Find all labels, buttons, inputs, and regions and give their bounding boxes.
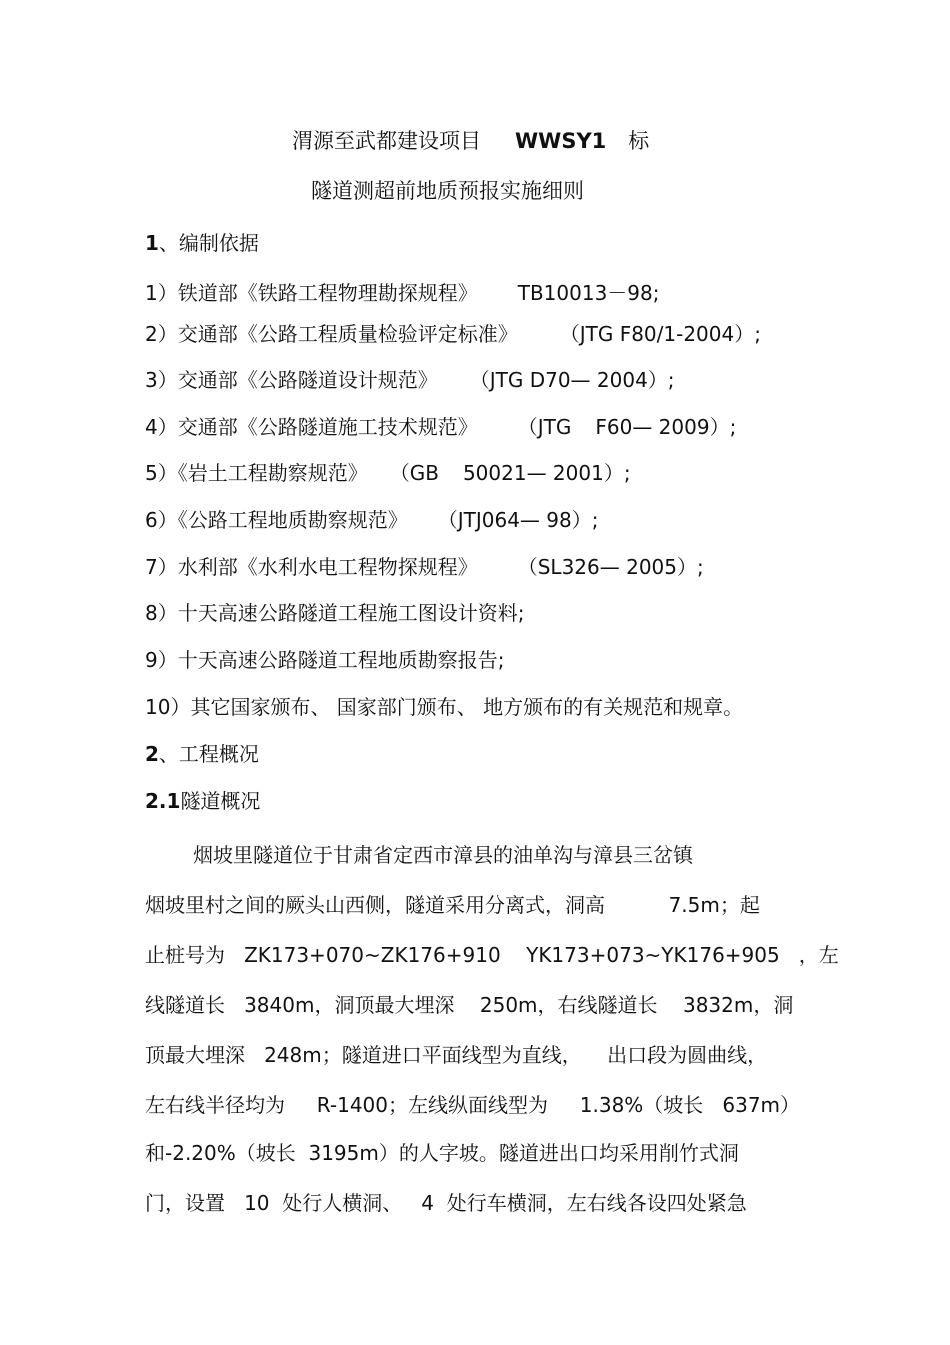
- section-2-heading: [145, 742, 259, 766]
- reference-name: 7）水利部《水利水电工程物探规程》: [145, 555, 478, 579]
- paragraph-line: 顶最大埋深 248m；隧道进口平面线型为直线， 出口段为圆曲线，: [145, 1043, 768, 1067]
- paragraph-line: 止桩号为 ZK173+070~ZK176+910 YK173+073~YK176+905 ，左: [145, 943, 839, 967]
- reference-item: [145, 368, 675, 392]
- paragraph-line: 左右线半径均为 R-1400；左线纵面线型为 1.38%（坡长 637m）: [145, 1093, 801, 1117]
- reference-name: 4）交通部《公路隧道施工技术规范》: [145, 415, 478, 439]
- reference-name: 3）交通部《公路隧道设计规范》: [145, 368, 438, 392]
- paragraph-line: 线隧道长 3840m，洞顶最大埋深 250m，右线隧道长 3832m，洞: [145, 993, 794, 1017]
- section-2-1-title: 隧道概况: [180, 789, 261, 813]
- paragraph-line: 烟坡里隧道位于甘肃省定西市漳县的油单沟与漳县三岔镇: [193, 843, 693, 867]
- reference-item: [145, 322, 761, 346]
- section-2-1-number: 2.1: [145, 789, 181, 813]
- reference-code: （JTG: [517, 415, 572, 439]
- reference-code: TB10013－98;: [517, 281, 660, 305]
- reference-item: 8）十天高速公路隧道工程施工图设计资料;: [145, 601, 525, 625]
- section-2-1-heading: [145, 789, 260, 813]
- reference-code-year: 50021— 2001）;: [462, 461, 631, 485]
- reference-name: 1）铁道部《铁路工程物理勘探规程》: [145, 281, 478, 305]
- doc-title-code: WWSY1: [515, 129, 607, 153]
- paragraph-line: 门，设置 10 处行人横洞、 4 处行车横洞，左右线各设四处紧急: [145, 1191, 747, 1215]
- reference-item: [145, 415, 736, 439]
- section-1-number: 1: [145, 231, 159, 255]
- reference-name: 5）《岩土工程勘察规范》: [145, 461, 368, 485]
- reference-code: （JTG D70— 2004）;: [469, 368, 675, 392]
- section-1-heading: [145, 231, 259, 255]
- doc-title-suffix: 标: [628, 129, 650, 153]
- paragraph-line: 和-2.20%（坡长 3195m）的人字坡。隧道进出口均采用削竹式洞: [145, 1141, 739, 1165]
- paragraph-line: 烟坡里村之间的厥头山西侧，隧道采用分离式，洞高 7.5m；起: [145, 893, 760, 917]
- reference-item: [145, 555, 704, 579]
- reference-item: [145, 461, 631, 485]
- reference-code-year: F60— 2009）;: [595, 415, 737, 439]
- reference-item: 9）十天高速公路隧道工程地质勘察报告;: [145, 648, 505, 672]
- section-2-number: 2: [145, 742, 159, 766]
- reference-code: （JTG F80/1-2004）;: [559, 322, 761, 346]
- doc-title-line1: [292, 129, 649, 153]
- reference-code: （GB: [389, 461, 439, 485]
- section-2-title: 、工程概况: [158, 742, 259, 766]
- reference-item: [145, 281, 659, 305]
- reference-code: （SL326— 2005）;: [517, 555, 704, 579]
- reference-name: 6）《公路工程地质勘察规范》: [145, 508, 408, 532]
- reference-item: [145, 508, 598, 532]
- doc-title-project: 渭源至武都建设项目: [292, 129, 481, 153]
- doc-title-line2: 隧道测超前地质预报实施细则: [311, 179, 584, 203]
- reference-name: 2）交通部《公路工程质量检验评定标准》: [145, 322, 518, 346]
- reference-item: 10）其它国家颁布、 国家部门颁布、 地方颁布的有关规范和规章。: [145, 695, 744, 719]
- section-1-title: 、编制依据: [158, 231, 259, 255]
- reference-code: （JTJ064— 98）;: [437, 508, 599, 532]
